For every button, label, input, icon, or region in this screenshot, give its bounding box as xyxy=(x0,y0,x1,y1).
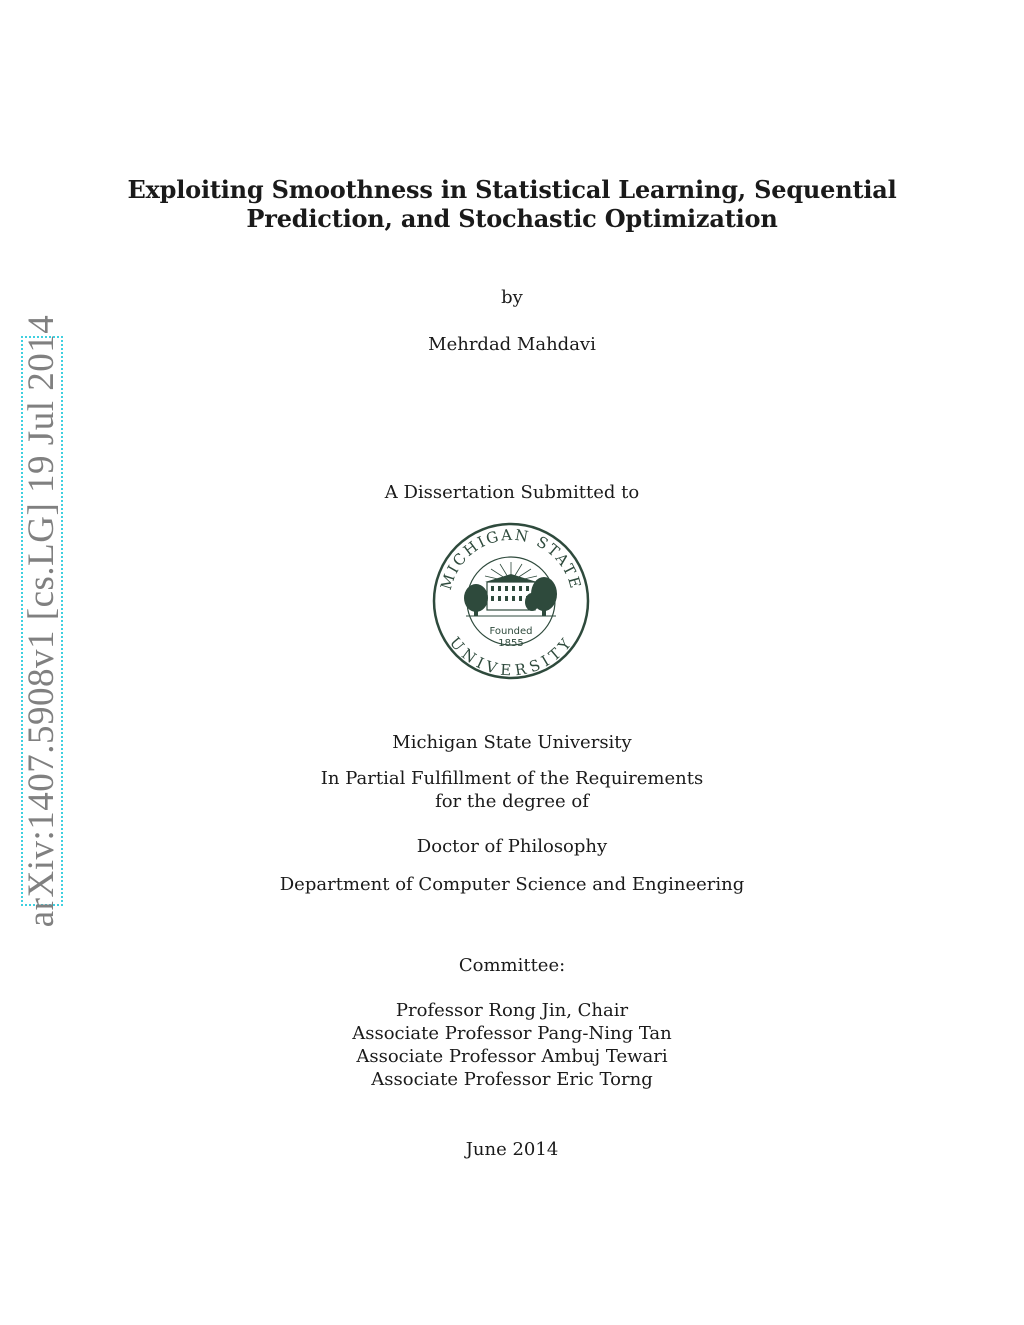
seal-year-text: 1855 xyxy=(498,638,524,649)
title-line-1: Exploiting Smoothness in Statistical Learning, Sequential xyxy=(127,175,897,204)
university-seal-logo xyxy=(432,522,590,680)
committee-list xyxy=(0,999,1024,1091)
committee-member: Associate Professor Eric Torng xyxy=(371,1069,653,1090)
arxiv-identifier: arXiv:1407.5908v1 [cs.LG] 19 Jul 2014 xyxy=(21,314,62,928)
author-name: Mehrdad Mahdavi xyxy=(428,334,596,355)
department-name: Department of Computer Science and Engineering xyxy=(279,874,745,895)
committee-member: Associate Professor Pang-Ning Tan xyxy=(352,1023,672,1044)
committee-heading: Committee: xyxy=(458,955,566,976)
university-name: Michigan State University xyxy=(392,732,632,753)
fulfillment-line-1: In Partial Fulfillment of the Requirements xyxy=(320,768,704,789)
committee-member: Associate Professor Ambuj Tewari xyxy=(356,1046,668,1067)
fulfillment-statement xyxy=(0,767,1024,813)
title-line-2: Prediction, and Stochastic Optimization xyxy=(246,204,778,233)
by-label: by xyxy=(501,287,523,308)
seal-top-text: MICHIGAN STATE xyxy=(436,525,585,592)
submitted-to-label: A Dissertation Submitted to xyxy=(384,482,640,503)
seal-bottom-text: UNIVERSITY xyxy=(445,633,577,680)
seal-founded-text: Founded xyxy=(489,626,533,637)
fulfillment-line-2: for the degree of xyxy=(435,791,589,812)
dissertation-title xyxy=(0,175,1024,233)
committee-member: Professor Rong Jin, Chair xyxy=(395,1000,629,1021)
submission-date: June 2014 xyxy=(465,1139,559,1160)
degree-name: Doctor of Philosophy xyxy=(416,836,608,857)
